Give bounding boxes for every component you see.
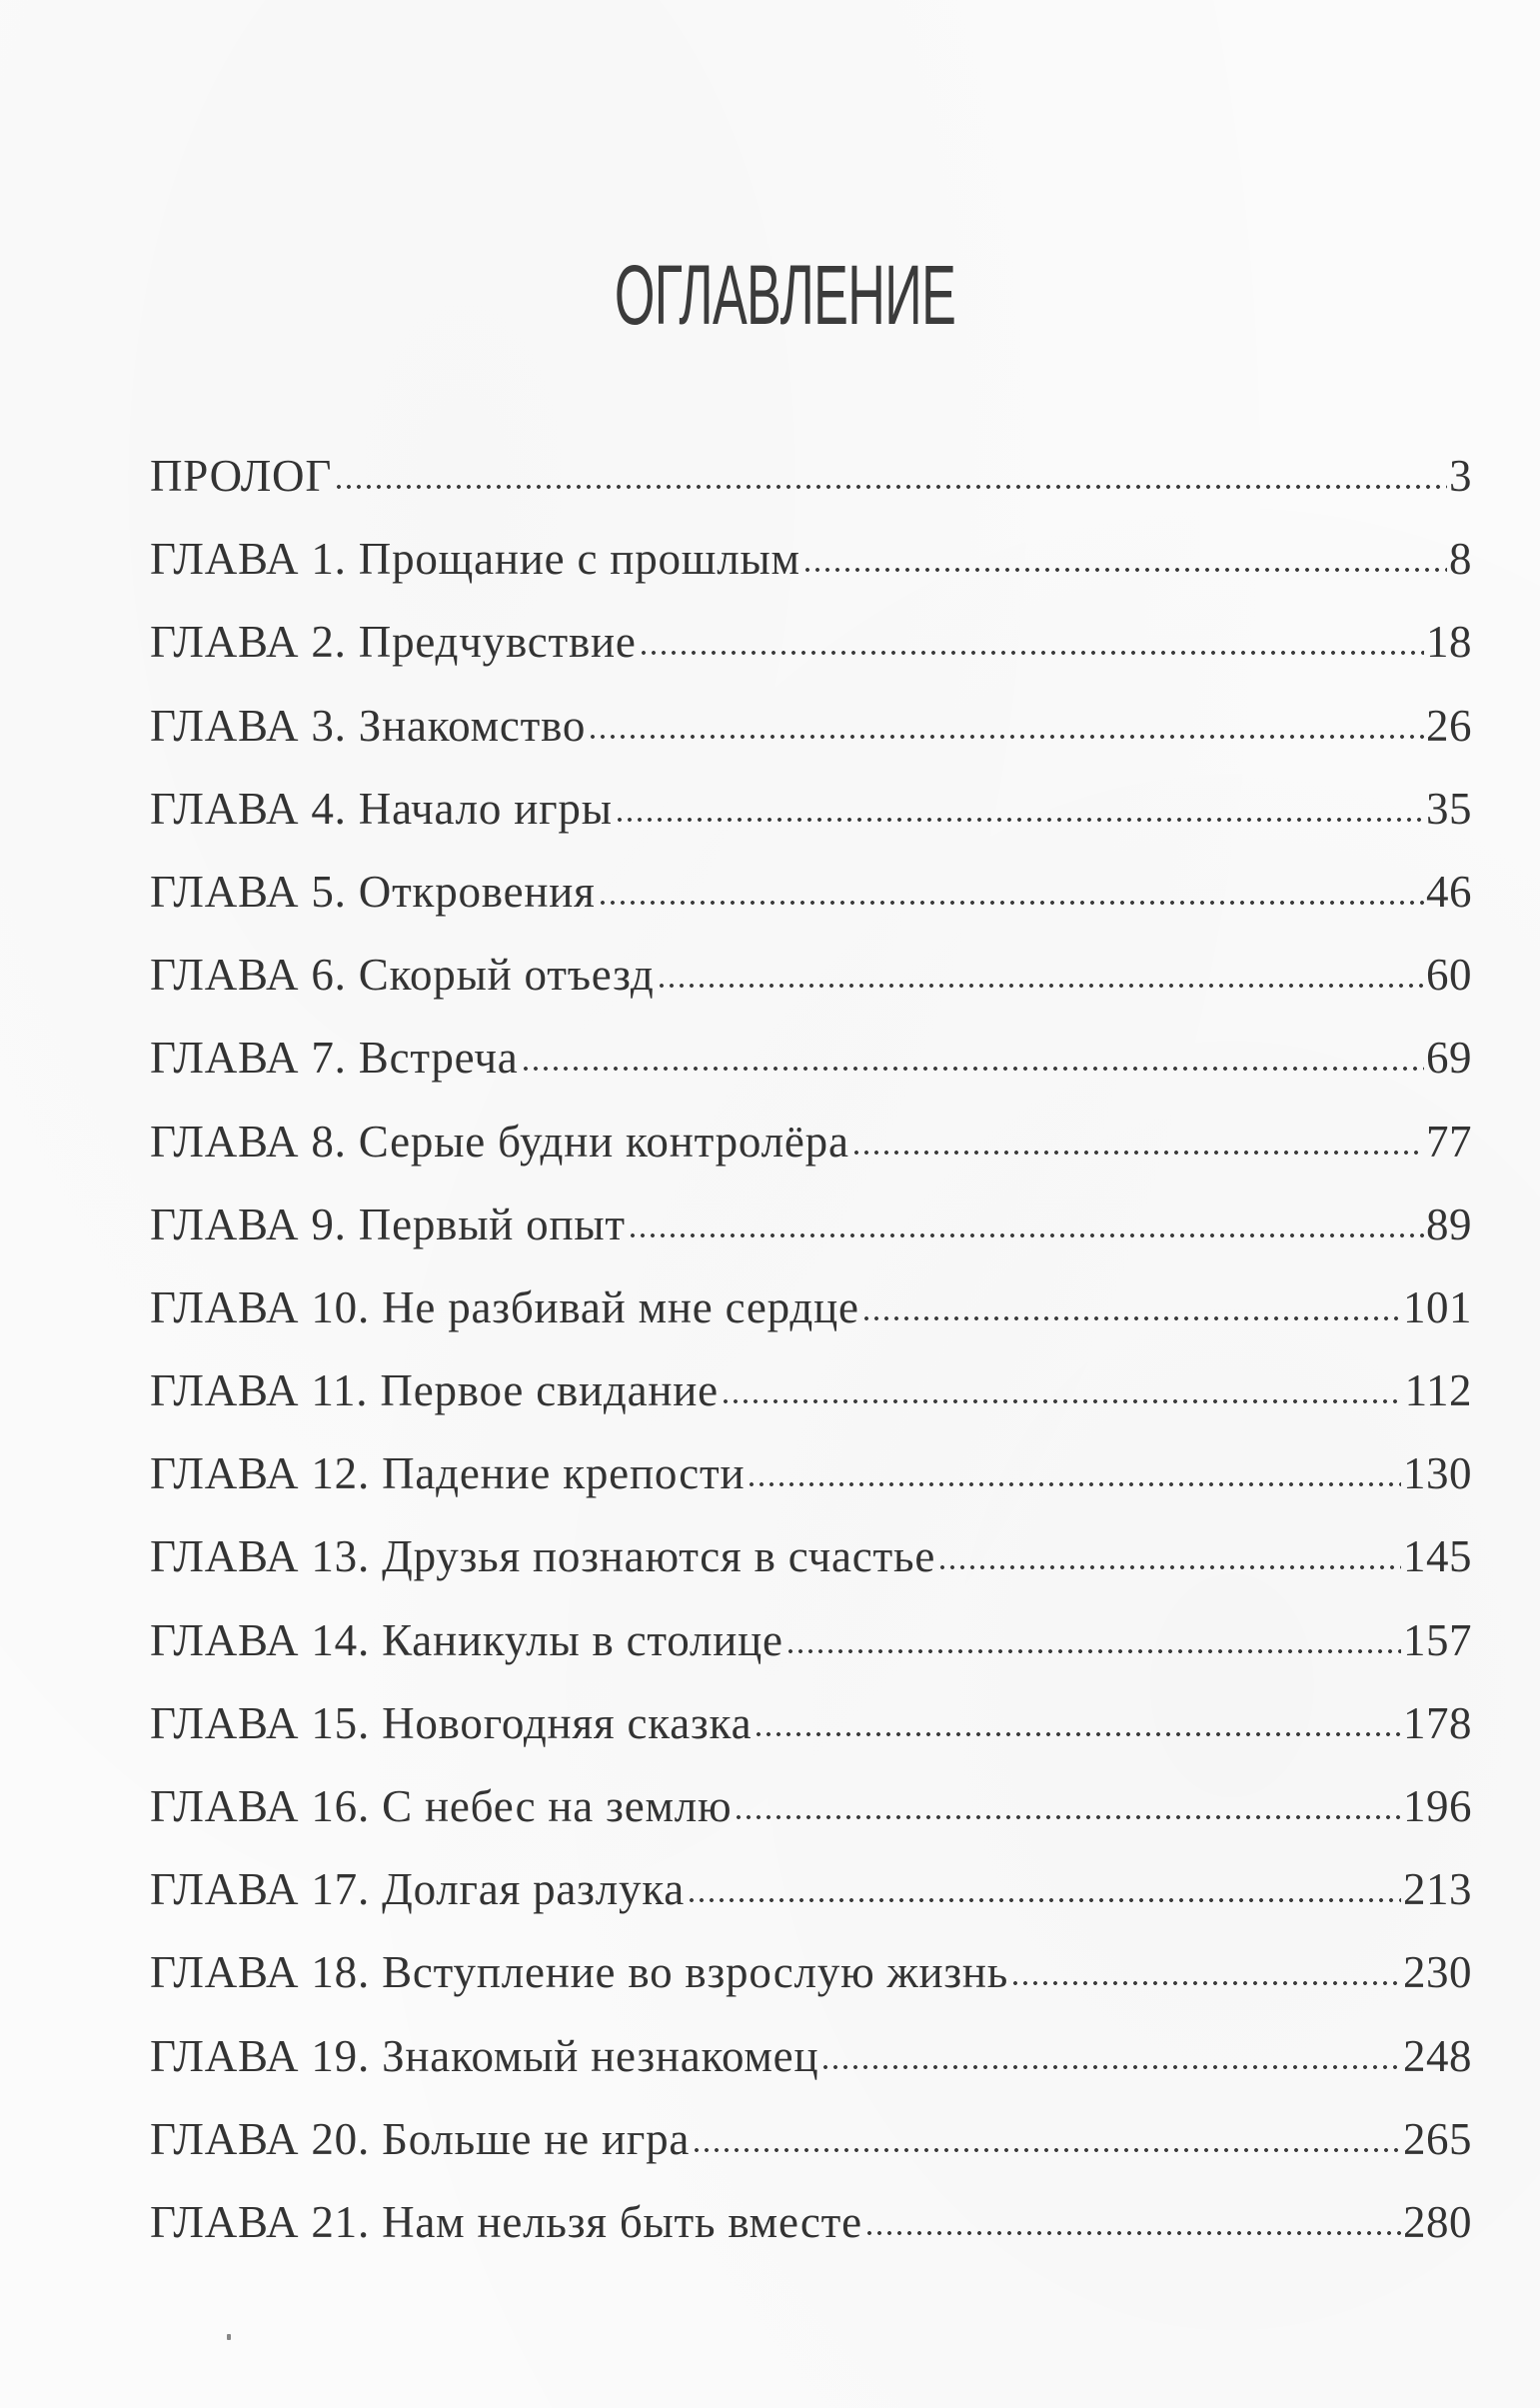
toc-entry-page-number: 26 [1426, 700, 1472, 751]
dot-leader [747, 1482, 1401, 1486]
dot-leader [734, 1815, 1401, 1819]
toc-entry-title: ГЛАВА 6. Скорый отъезд [150, 950, 655, 1001]
toc-entry-page-number: 265 [1403, 2113, 1472, 2164]
toc-entry-page-number: 213 [1403, 1864, 1472, 1915]
toc-entry-chapter-14[interactable] [150, 1614, 1472, 1697]
dot-leader [598, 901, 1424, 905]
dot-leader [687, 1898, 1401, 1902]
toc-entry-title: ГЛАВА 4. Начало игры [150, 783, 613, 834]
dot-leader [864, 2231, 1401, 2235]
toc-entry-title: ГЛАВА 11. Первое свидание [150, 1365, 719, 1416]
dot-leader [615, 818, 1424, 822]
dot-leader [721, 1399, 1403, 1403]
toc-entry-page-number: 196 [1403, 1781, 1472, 1831]
toc-entry-title: ГЛАВА 7. Встреча [150, 1033, 519, 1084]
toc-entry-page-number: 248 [1403, 2030, 1472, 2081]
toc-entry-chapter-3[interactable] [150, 700, 1472, 783]
toc-entry-page-number: 46 [1426, 866, 1472, 917]
toc-entry-chapter-10[interactable] [150, 1281, 1472, 1364]
toc-entry-title: ГЛАВА 5. Откровения [150, 866, 596, 917]
dot-leader [692, 2148, 1401, 2152]
dot-leader [754, 1732, 1401, 1736]
toc-entry-title: ГЛАВА 2. Предчувствие [150, 617, 637, 668]
dot-leader [785, 1649, 1401, 1653]
toc-entry-page-number: 101 [1403, 1281, 1472, 1332]
toc-entry-chapter-19[interactable] [150, 2030, 1472, 2113]
toc-entry-title: ГЛАВА 1. Прощание с прошлым [150, 534, 800, 585]
toc-entry-chapter-9[interactable] [150, 1199, 1472, 1281]
toc-entry-page-number: 230 [1403, 1947, 1472, 1998]
toc-entry-title: ГЛАВА 9. Первый опыт [150, 1199, 626, 1249]
dot-leader [861, 1316, 1401, 1320]
toc-entry-title: ГЛАВА 15. Новогодняя сказка [150, 1697, 753, 1748]
toc-entry-chapter-13[interactable] [150, 1530, 1472, 1613]
toc-entry-chapter-1[interactable] [150, 533, 1472, 616]
dot-leader [820, 2065, 1401, 2069]
toc-entry-page-number: 18 [1426, 617, 1472, 668]
toc-entry-title: ГЛАВА 3. Знакомство [150, 700, 587, 751]
toc-entry-title: ГЛАВА 17. Долгая разлука [150, 1864, 686, 1915]
toc-entry-title: ГЛАВА 13. Друзья познаются в счастье [150, 1531, 936, 1582]
toc-entry-page-number: 69 [1426, 1033, 1472, 1084]
toc-entry-chapter-20[interactable] [150, 2113, 1472, 2196]
dot-leader [628, 1233, 1424, 1237]
toc-entry-title: ГЛАВА 20. Больше не игра [150, 2113, 691, 2164]
toc-entry-page-number: 145 [1403, 1531, 1472, 1582]
toc-entry-chapter-16[interactable] [150, 1780, 1472, 1863]
dot-leader [334, 485, 1447, 489]
toc-entry-chapter-17[interactable] [150, 1863, 1472, 1946]
toc-entry-title: ГЛАВА 12. Падение крепости [150, 1448, 746, 1499]
table-of-contents [150, 450, 1472, 2279]
toc-entry-title: ГЛАВА 8. Серые будни контролёра [150, 1116, 849, 1167]
toc-entry-chapter-12[interactable] [150, 1447, 1472, 1530]
toc-entry-page-number: 112 [1404, 1365, 1472, 1416]
toc-entry-chapter-2[interactable] [150, 616, 1472, 699]
toc-entry-page-number: 3 [1449, 451, 1472, 501]
dot-leader [639, 651, 1424, 655]
dot-leader [588, 735, 1424, 739]
toc-entry-page-number: 178 [1403, 1697, 1472, 1748]
toc-entry-title: ГЛАВА 21. Нам нельзя быть вместе [150, 2196, 862, 2247]
toc-entry-title: ГЛАВА 16. С небес на землю [150, 1781, 733, 1831]
toc-entry-page-number: 157 [1403, 1614, 1472, 1665]
dot-leader [851, 1151, 1424, 1155]
dot-leader [521, 1067, 1424, 1071]
toc-entry-chapter-18[interactable] [150, 1946, 1472, 2029]
toc-entry-chapter-6[interactable] [150, 949, 1472, 1032]
toc-entry-chapter-4[interactable] [150, 783, 1472, 866]
dot-leader [657, 984, 1424, 988]
toc-entry-chapter-5[interactable] [150, 866, 1472, 949]
toc-entry-prologue[interactable] [150, 450, 1472, 533]
toc-entry-chapter-11[interactable] [150, 1364, 1472, 1447]
toc-entry-title: ГЛАВА 14. Каникулы в столице [150, 1614, 783, 1665]
toc-entry-chapter-8[interactable] [150, 1116, 1472, 1199]
paper-speck [227, 2334, 231, 2340]
toc-entry-chapter-7[interactable] [150, 1032, 1472, 1115]
toc-entry-title: ГЛАВА 10. Не разбивай мне сердце [150, 1281, 859, 1332]
toc-entry-page-number: 280 [1403, 2196, 1472, 2247]
toc-entry-chapter-21[interactable] [150, 2196, 1472, 2279]
toc-entry-title: ГЛАВА 18. Вступление во взрослую жизнь [150, 1947, 1009, 1998]
toc-entry-page-number: 35 [1426, 783, 1472, 834]
toc-entry-chapter-15[interactable] [150, 1697, 1472, 1780]
dot-leader [1010, 1981, 1401, 1985]
toc-entry-page-number: 89 [1426, 1199, 1472, 1249]
toc-entry-page-number: 77 [1426, 1116, 1472, 1167]
dot-leader [937, 1565, 1401, 1569]
toc-entry-page-number: 60 [1426, 950, 1472, 1001]
toc-entry-page-number: 130 [1403, 1448, 1472, 1499]
toc-entry-title: ГЛАВА 19. Знакомый незнакомец [150, 2030, 819, 2081]
dot-leader [802, 568, 1447, 572]
toc-entry-title: ПРОЛОГ [150, 451, 333, 501]
page-title: ОГЛАВЛЕНИЕ [614, 248, 956, 342]
toc-entry-page-number: 8 [1449, 534, 1472, 585]
